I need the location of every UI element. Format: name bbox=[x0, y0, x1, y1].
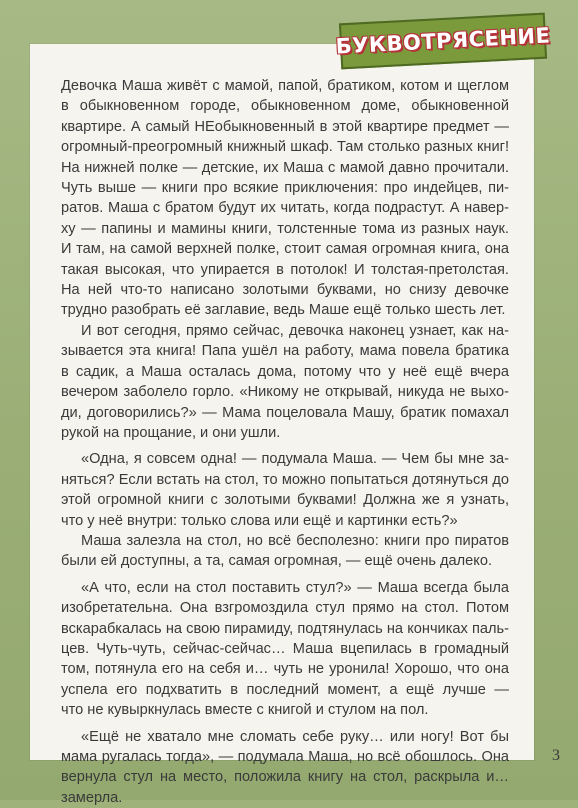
text-line: успела его подхватить в последний момент, а ещё лучше — bbox=[61, 681, 509, 698]
paragraph bbox=[61, 76, 509, 321]
text-line: трудно разобрать её заглавие, ведь Маше ещё только шесть лет. bbox=[61, 302, 506, 319]
text-line: мама ругалась тогда», — подумала Маша, но всё обошлось. Она bbox=[61, 749, 509, 765]
text-line: Маша залезла на стол, но всё бесполезно: книги про пиратов bbox=[81, 532, 509, 549]
text-line: ратов. Маша с братом будут их читать, когда подрастут. А навер- bbox=[61, 200, 509, 217]
text-line: были ей доступны, а та, самая огромная, — ещё очень далеко. bbox=[61, 553, 493, 570]
section-title: БУКВОТРЯСЕНИЕ bbox=[335, 23, 551, 59]
text-line: Чуть выше — книги про всякие приключения: про индейцев, пи- bbox=[61, 180, 509, 197]
text-line: этой огромной книги с золотыми буквами! Должна же я узнать, bbox=[61, 492, 509, 509]
text-line: рукой на прощание, и они ушли. bbox=[61, 424, 281, 441]
paragraph bbox=[61, 727, 509, 808]
text-line: вскарабкалась на свою пирамиду, подтянулась на кончиках паль- bbox=[61, 620, 509, 637]
text-line: замерла. bbox=[61, 789, 123, 806]
text-line: ди, договорились?» — Мама поцеловала Машу, братик помахал bbox=[61, 404, 509, 421]
text-line: вечером заболело горло. «Никому не открывай, никуда не выхо- bbox=[61, 384, 509, 401]
text-line: И там, на самой верхней полке, стоит самая огромная книга, она bbox=[61, 241, 509, 258]
text-line: в садик, а Маша осталась дома, потому что у неё ещё вчера bbox=[61, 363, 509, 380]
text-line: няться? Если встать на стол, то можно попытаться дотянуться до bbox=[61, 471, 509, 488]
text-line: том, потянула его на себя и… чуть не уронила! Хорошо, что она bbox=[61, 661, 509, 678]
text-line: цев. Чуть-чуть, сейчас-сейчас… Маша вцепилась в громадный bbox=[61, 640, 509, 657]
text-line: «А что, если на стол поставить стул?» — Маша всегда была bbox=[81, 579, 509, 596]
paragraph bbox=[61, 449, 509, 531]
paragraph bbox=[61, 531, 509, 572]
text-line: «Одна, я совсем одна! — подумала Маша. — Чем бы мне за- bbox=[81, 451, 509, 468]
text-line: ху — папины и мамины книги, толстенные тома из разных наук. bbox=[61, 220, 509, 237]
text-line: И вот сегодня, прямо сейчас, девочка наконец узнает, как на- bbox=[81, 322, 509, 339]
text-line: что у неё внутри: только слова или ещё и картинки есть?» bbox=[61, 512, 458, 529]
text-line: «Ещё не хватало мне сломать себе руку… или ногу! Вот бы bbox=[81, 728, 509, 745]
paragraph bbox=[61, 321, 509, 443]
text-line: квартире. А самый НЕобыкновенный в этой квартире предмет — bbox=[61, 118, 509, 135]
text-line: такая высокая, что упирается в потолок! И толстая-претолстая. bbox=[61, 261, 509, 278]
text-line: изобретательна. Она взгромоздила стул прямо на стол. Потом bbox=[61, 600, 509, 617]
text-line: На нижней полке — детские, их Маша с мамой давно прочитали. bbox=[61, 159, 509, 176]
text-line: вернула стул на место, положила книгу на стол, раскрыла и… bbox=[61, 769, 509, 786]
text-line: На ней что-то написано золотыми буквами, но снизу девочке bbox=[61, 282, 509, 299]
page-number: 3 bbox=[552, 747, 560, 764]
text-line: зывается эта книга! Папа ушёл на работу, мама повела братика bbox=[61, 343, 509, 360]
paragraph bbox=[61, 578, 509, 721]
text-line: Девочка Маша живёт с мамой, папой, братиком, котом и щеглом bbox=[61, 78, 509, 94]
text-line: что не кувыркнулась вместе с книгой и стулом на пол. bbox=[61, 702, 429, 719]
text-line: в обыкновенном городе, обыкновенном доме, обыкновенной bbox=[61, 98, 509, 115]
story-text bbox=[61, 76, 509, 808]
text-line: огромный-преогромный книжный шкаф. Там столько разных книг! bbox=[61, 139, 509, 156]
